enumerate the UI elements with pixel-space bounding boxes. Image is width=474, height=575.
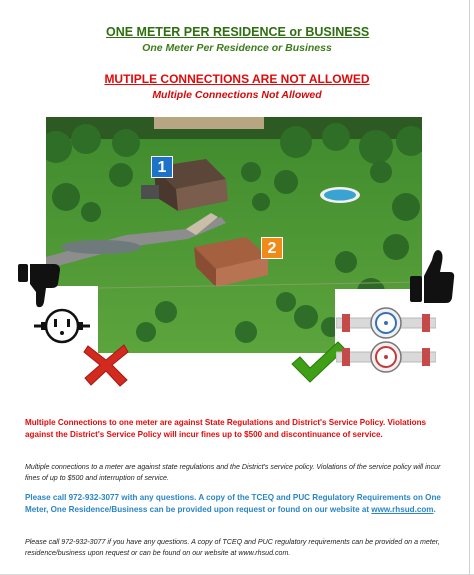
red-x-icon [82, 342, 130, 393]
warning-heading: MUTIPLE CONNECTIONS ARE NOT ALLOWED [104, 72, 370, 86]
contact-text-end: . [433, 505, 436, 514]
page-border-right [469, 0, 470, 575]
page-title: ONE METER PER RESIDENCE or BUSINESS [106, 25, 370, 39]
badge-house-2: 2 [261, 237, 283, 259]
contact-paragraph-italic: Please call 972-932-3077 if you have any questions. A copy of TCEQ and PUC regulatory requirements can be provided on a meter, residence/business upon request or can be found on our website at www.rhsud.com. [25, 538, 440, 557]
badge-house-1: 1 [151, 156, 173, 178]
policy-paragraph-italic: Multiple connections to a meter are against state regulations and the District's service policy. Violations of the service policy will incur fines of up to $500 and interruption of service. [25, 463, 441, 482]
warning-subheading: Multiple Connections Not Allowed [152, 89, 322, 101]
water-meters-icon [336, 294, 436, 383]
policy-paragraph: Multiple Connections to one meter are against State Regulations and District's Service Policy. Violations against the District's Service Policy will incur fines up to $500 and discontinuance of service. [25, 418, 427, 439]
website-link[interactable]: www.rhsud.com [371, 505, 434, 514]
contact-paragraph [25, 492, 445, 516]
contact-text: Please call 972-932-3077 with any questions. A copy of the TCEQ and PUC Regulatory Requirements on One Meter, One Residence/Business can be provided upon request or found on our website at [25, 493, 441, 514]
page-subtitle: One Meter Per Residence or Business [142, 42, 332, 54]
